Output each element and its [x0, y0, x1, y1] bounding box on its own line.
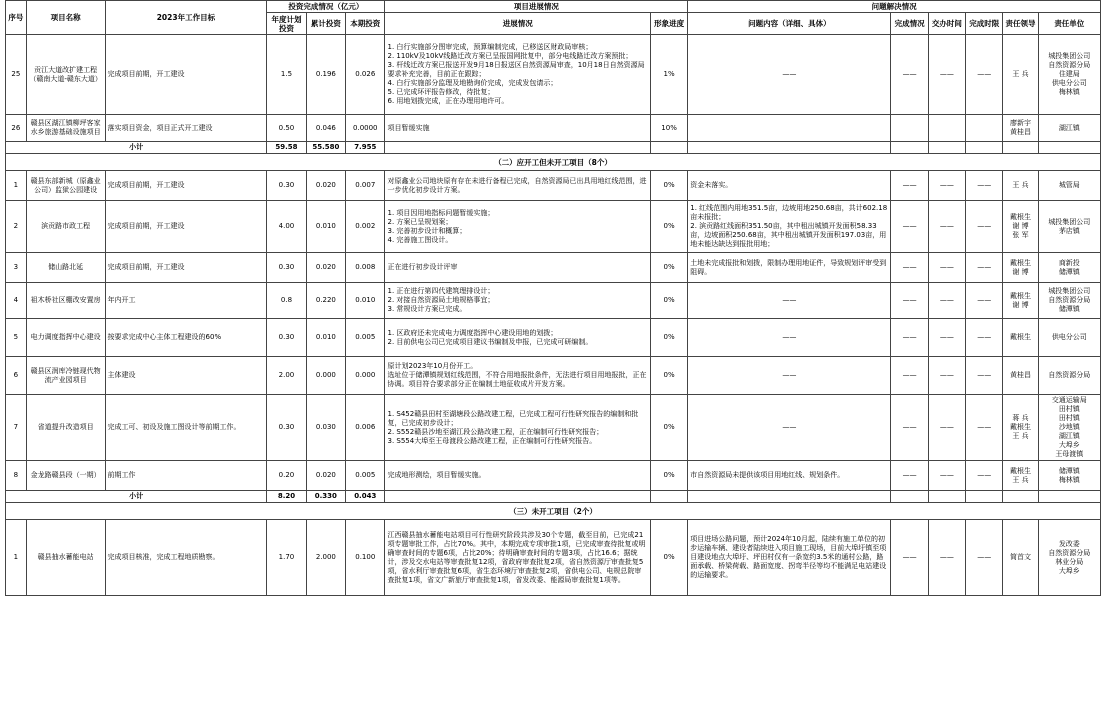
header-annual: 年度计划投资 [267, 13, 306, 35]
subtotal-empty [650, 491, 687, 503]
row-seq: 1 [6, 171, 27, 201]
row-name: 电力调度指挥中心建设 [26, 319, 105, 357]
row-leader: 廖新宇 黄桂昌 [1003, 115, 1038, 142]
row-visual: 0% [650, 520, 687, 596]
row-done: —— [891, 253, 928, 283]
row-deadline: —— [966, 520, 1003, 596]
row-issue: 项目进场公路问题，预计2024年10月起，陆续有施工单位的初步运输车辆、建设者陆续进入项目施工现场，目前大埠圩镇至项目建设地点大埠圩、坪田村仅有一条宽约3.5米的通村公路，路面承载、桥梁荷载、路面宽度、拐弯半径等均不能满足电站建设的运输要求。 [688, 520, 891, 596]
row-done: —— [891, 461, 928, 491]
header-seq: 序号 [6, 1, 27, 35]
row-goal: 完成项目前期，开工建设 [105, 201, 267, 253]
header-unit: 责任单位 [1038, 13, 1100, 35]
row-seq: 8 [6, 461, 27, 491]
row-current: 0.100 [346, 520, 385, 596]
subtotal-empty [891, 142, 928, 154]
row-progress: 项目暂缓实施 [385, 115, 650, 142]
row-deliver: —— [928, 395, 965, 461]
row-current: 0.006 [346, 395, 385, 461]
row-goal: 完成项目前期，开工建设 [105, 171, 267, 201]
row-name: 赣县东部新城（原鑫业公司）监狱公园建设 [26, 171, 105, 201]
row-annual: 0.50 [267, 115, 306, 142]
row-unit: 城投集团公司 茅店镇 [1038, 201, 1100, 253]
row-unit: 商新投 储潭镇 [1038, 253, 1100, 283]
header-progress-group: 项目进展情况 [385, 1, 688, 13]
row-leader: 蒋 兵 戴根生 王 兵 [1003, 395, 1038, 461]
row-visual: 0% [650, 171, 687, 201]
subtotal-row [6, 142, 1101, 154]
header-issue-group: 问题解决情况 [688, 1, 1101, 13]
row-unit: 交通运输局 田村镇 田村镇 沙地镇 湖江镇 大埠乡 王母渡镇 [1038, 395, 1100, 461]
subtotal-empty [385, 142, 650, 154]
row-deliver: —— [928, 461, 965, 491]
subtotal-row [6, 491, 1101, 503]
header-goal: 2023年工作目标 [105, 1, 267, 35]
row-name: 赣县区润库冷链现代物流产业园项目 [26, 357, 105, 395]
row-deadline: —— [966, 201, 1003, 253]
row-visual: 0% [650, 283, 687, 319]
row-deadline: —— [966, 461, 1003, 491]
table-row [6, 201, 1101, 253]
subtotal-current: 7.955 [346, 142, 385, 154]
table-row [6, 395, 1101, 461]
row-annual: 1.5 [267, 35, 306, 115]
row-visual: 0% [650, 319, 687, 357]
subtotal-empty [928, 142, 965, 154]
row-leader: 简首文 [1003, 520, 1038, 596]
row-progress: 1. 区政府还未完成电力调度指挥中心建设用地的划拨； 2. 目前供电公司已完成项目建议书编制及申报，已完成可研编制。 [385, 319, 650, 357]
subtotal-current: 0.043 [346, 491, 385, 503]
subtotal-empty [1038, 491, 1100, 503]
row-progress: 正在进行初步设计评审 [385, 253, 650, 283]
row-annual: 0.20 [267, 461, 306, 491]
subtotal-annual: 8.20 [267, 491, 306, 503]
table-row [6, 253, 1101, 283]
table-row [6, 171, 1101, 201]
row-done: —— [891, 171, 928, 201]
row-seq: 6 [6, 357, 27, 395]
header-done: 完成情况 [891, 13, 928, 35]
row-cumulative: 0.020 [306, 171, 345, 201]
table-row [6, 461, 1101, 491]
row-name: 省道提升改造项目 [26, 395, 105, 461]
row-deliver: —— [928, 357, 965, 395]
row-issue: 市自然资源局未提供该项目用地红线、规划条件。 [688, 461, 891, 491]
section-row [6, 503, 1101, 520]
row-name: 祖木桥社区棚改安置房 [26, 283, 105, 319]
subtotal-empty [966, 142, 1003, 154]
row-leader: 戴根生 [1003, 319, 1038, 357]
row-annual: 1.70 [267, 520, 306, 596]
row-visual: 10% [650, 115, 687, 142]
row-annual: 0.30 [267, 171, 306, 201]
row-done: —— [891, 395, 928, 461]
header-deadline: 完成时限 [966, 13, 1003, 35]
row-current: 0.002 [346, 201, 385, 253]
row-issue: —— [688, 395, 891, 461]
header-leader: 责任领导 [1003, 13, 1038, 35]
row-unit: 城管局 [1038, 171, 1100, 201]
subtotal-empty [928, 491, 965, 503]
row-deadline: —— [966, 395, 1003, 461]
subtotal-cumulative: 55.580 [306, 142, 345, 154]
subtotal-empty [385, 491, 650, 503]
row-deadline: —— [966, 319, 1003, 357]
row-progress: 1. 项目因用地指标问题暂缓实施； 2. 方案已呈规划案； 3. 完善初步设计和概算； 4. 完善施工图设计。 [385, 201, 650, 253]
row-current: 0.0000 [346, 115, 385, 142]
row-current: 0.007 [346, 171, 385, 201]
row-progress: 1. 白行实施部分图审完成，预算编制完成，已移送区财政局审核； 2. 110kV及10kV线路迁改方案已呈报国网批复中，部分电线路迁改方案预批； 3. 杆线迁改方案已报送开发9月18日报送区自然资源局审查，10月18日自然资源局要求补充完善，目前正在跟踪； 4. 白行实施部分监理及地勘询价完成，完成发包请示； 5. 已完成环评报告修改，待批复； 6. 用地划拨完成，正在办理用地许可。 [385, 35, 650, 115]
section-row [6, 154, 1101, 171]
row-cumulative: 2.000 [306, 520, 345, 596]
subtotal-empty [688, 142, 891, 154]
row-cumulative: 0.000 [306, 357, 345, 395]
row-progress: 原计划2023年10月份开工。 选址位于储潭镇规划红线范围，不符合用地报批条件，无法进行项目用地报批，正在协调。项目符合要求部分正在编制土地征收成片开发方案。 [385, 357, 650, 395]
subtotal-label: 小计 [6, 142, 267, 154]
row-leader: 戴根生 王 兵 [1003, 461, 1038, 491]
row-annual: 0.30 [267, 319, 306, 357]
row-visual: 0% [650, 201, 687, 253]
subtotal-empty [1038, 142, 1100, 154]
row-cumulative: 0.046 [306, 115, 345, 142]
row-seq: 25 [6, 35, 27, 115]
row-seq: 2 [6, 201, 27, 253]
table-row [6, 520, 1101, 596]
row-goal: 完成工可、初设及施工图设计等前期工作。 [105, 395, 267, 461]
row-leader: 戴根生 谢 博 张 军 [1003, 201, 1038, 253]
row-cumulative: 0.010 [306, 319, 345, 357]
row-seq: 26 [6, 115, 27, 142]
row-issue: —— [688, 319, 891, 357]
row-name: 赣县区湖江镇柳坪客家水乡旅游基础设施项目 [26, 115, 105, 142]
project-table [5, 0, 1101, 596]
row-unit: 城投集团公司 自然资源分局 储潭镇 [1038, 283, 1100, 319]
row-current: 0.005 [346, 319, 385, 357]
header-visual: 形象进度 [650, 13, 687, 35]
row-name: 金龙路赣县段（一期） [26, 461, 105, 491]
row-done: —— [891, 283, 928, 319]
row-unit: 城投集团公司 自然资源分局 住建局 供电分公司 梅林镇 [1038, 35, 1100, 115]
row-goal: 完成项目核准，完成工程地质勘察。 [105, 520, 267, 596]
row-done: —— [891, 201, 928, 253]
row-current: 0.005 [346, 461, 385, 491]
table-row [6, 357, 1101, 395]
header-current: 本期投资 [346, 13, 385, 35]
row-goal: 落实项目资金，项目正式开工建设 [105, 115, 267, 142]
subtotal-empty [891, 491, 928, 503]
row-goal: 完成项目前期，开工建设 [105, 253, 267, 283]
row-leader: 戴根生 谢 博 [1003, 253, 1038, 283]
row-unit: 储潭镇 梅林镇 [1038, 461, 1100, 491]
header-issue: 问题内容（详细、具体） [688, 13, 891, 35]
row-name: 滨贡路市政工程 [26, 201, 105, 253]
subtotal-empty [688, 491, 891, 503]
row-deliver: —— [928, 520, 965, 596]
row-name: 赣县抽水蓄能电站 [26, 520, 105, 596]
row-progress: 1. S452赣县田村至湖塘段公路改建工程，已完成工程可行性研究报告的编制和批复，已完成初步设计； 2. S552赣县沙地至湖江段公路改建工程，正在编制可行性研究报告； 3. S554大埠至王母渡段公路改建工程，正在编制可行性研究报告。 [385, 395, 650, 461]
table-row [6, 283, 1101, 319]
row-leader: 戴根生 谢 博 [1003, 283, 1038, 319]
row-current: 0.010 [346, 283, 385, 319]
header-progress: 进展情况 [385, 13, 650, 35]
table-row [6, 115, 1101, 142]
row-seq: 7 [6, 395, 27, 461]
row-cumulative: 0.220 [306, 283, 345, 319]
row-deadline: —— [966, 35, 1003, 115]
row-progress: 江西赣县抽水蓄能电站项目可行性研究阶段共涉及30个专题，截至目前，已完成21项专题审批工作，占比70%。其中，本期完成专项审批1项，已完成审查待批复或明确审查时间的专题6项，占比20%；待明确审查时间的专题3项，占比16.6；据统计，涉及交水电站等审查批复12项，省政府审查批复2项，省自然资源厅审查批复5项，省水利厅审查批复6项，省生态环境厅审查批复2项，省供电公司、电规总院审查批复1项，省文广新旅厅审查批复1项，省发改委、能源局审查批复1项等。 [385, 520, 650, 596]
subtotal-cumulative: 0.330 [306, 491, 345, 503]
row-issue: —— [688, 357, 891, 395]
row-unit: 供电分公司 [1038, 319, 1100, 357]
row-progress: 完成地形测绘，项目暂缓实施。 [385, 461, 650, 491]
row-done: —— [891, 520, 928, 596]
row-deadline [966, 115, 1003, 142]
row-deliver: —— [928, 283, 965, 319]
row-annual: 0.8 [267, 283, 306, 319]
subtotal-empty [966, 491, 1003, 503]
subtotal-label: 小计 [6, 491, 267, 503]
row-deadline: —— [966, 253, 1003, 283]
row-done: —— [891, 35, 928, 115]
table-row [6, 319, 1101, 357]
row-seq: 3 [6, 253, 27, 283]
row-name: 储山路北延 [26, 253, 105, 283]
row-progress: 1. 正在进行第四代建筑理排设计； 2. 对接自然资源局土地规格事宜； 3. 常规设计方案已完成。 [385, 283, 650, 319]
row-done: —— [891, 319, 928, 357]
row-seq: 4 [6, 283, 27, 319]
row-annual: 0.30 [267, 253, 306, 283]
row-current: 0.000 [346, 357, 385, 395]
row-visual: 0% [650, 395, 687, 461]
row-cumulative: 0.030 [306, 395, 345, 461]
subtotal-annual: 59.58 [267, 142, 306, 154]
row-issue: 1. 红线范围内用地351.5亩，边坡用地250.68亩，共计602.18亩未报批； 2. 滨贡路红线面积351.50亩，其中租出城镇开发面积58.33亩，边坡面积250.68亩，其中租出城镇开发面积197.03亩，用地未能达缺达到报批用地； [688, 201, 891, 253]
table-row [6, 35, 1101, 115]
row-leader: 王 兵 [1003, 35, 1038, 115]
row-annual: 2.00 [267, 357, 306, 395]
row-deliver [928, 115, 965, 142]
row-issue [688, 115, 891, 142]
row-unit: 自然资源分局 [1038, 357, 1100, 395]
row-visual: 0% [650, 461, 687, 491]
header-name: 项目名称 [26, 1, 105, 35]
section-title: （二）应开工但未开工项目（8个） [6, 154, 1101, 171]
row-visual: 0% [650, 357, 687, 395]
row-issue: 资金未落实。 [688, 171, 891, 201]
row-current: 0.026 [346, 35, 385, 115]
row-leader: 黄桂昌 [1003, 357, 1038, 395]
row-goal: 主体建设 [105, 357, 267, 395]
row-annual: 0.30 [267, 395, 306, 461]
row-name: 贡江大道改扩建工程（赣南大道-赣东大道） [26, 35, 105, 115]
header-invest-group: 投资完成情况（亿元） [267, 1, 385, 13]
header-cumulative: 累计投资 [306, 13, 345, 35]
row-cumulative: 0.010 [306, 201, 345, 253]
row-annual: 4.00 [267, 201, 306, 253]
row-cumulative: 0.020 [306, 253, 345, 283]
row-progress: 对原鑫业公司地块原有存在未进行备程已完成，自然资源局已出具用地红线范围，进一步优化初步设计方案。 [385, 171, 650, 201]
row-deadline: —— [966, 357, 1003, 395]
row-goal: 按要求完成中心主体工程建设的60% [105, 319, 267, 357]
row-goal: 年内开工 [105, 283, 267, 319]
row-cumulative: 0.020 [306, 461, 345, 491]
row-visual: 1% [650, 35, 687, 115]
row-deliver: —— [928, 319, 965, 357]
row-deadline: —— [966, 283, 1003, 319]
row-deadline: —— [966, 171, 1003, 201]
row-deliver: —— [928, 201, 965, 253]
row-deliver: —— [928, 171, 965, 201]
row-goal: 前期工作 [105, 461, 267, 491]
row-goal: 完成项目前期，开工建设 [105, 35, 267, 115]
row-unit: 发改委 自然资源分局 林业分局 大埠乡 [1038, 520, 1100, 596]
row-seq: 1 [6, 520, 27, 596]
subtotal-empty [1003, 142, 1038, 154]
row-issue: —— [688, 35, 891, 115]
row-seq: 5 [6, 319, 27, 357]
section-title: （三）未开工项目（2个） [6, 503, 1101, 520]
row-done: —— [891, 357, 928, 395]
row-visual: 0% [650, 253, 687, 283]
row-leader: 王 兵 [1003, 171, 1038, 201]
subtotal-empty [1003, 491, 1038, 503]
row-current: 0.008 [346, 253, 385, 283]
row-unit: 湖江镇 [1038, 115, 1100, 142]
row-issue: 土地未完成报批和划拨，限制办理用地证件，导致规划评审受到阻碍。 [688, 253, 891, 283]
row-deliver: —— [928, 253, 965, 283]
row-done [891, 115, 928, 142]
row-cumulative: 0.196 [306, 35, 345, 115]
row-deliver: —— [928, 35, 965, 115]
row-issue: —— [688, 283, 891, 319]
subtotal-empty [650, 142, 687, 154]
header-deliver: 交办时间 [928, 13, 965, 35]
